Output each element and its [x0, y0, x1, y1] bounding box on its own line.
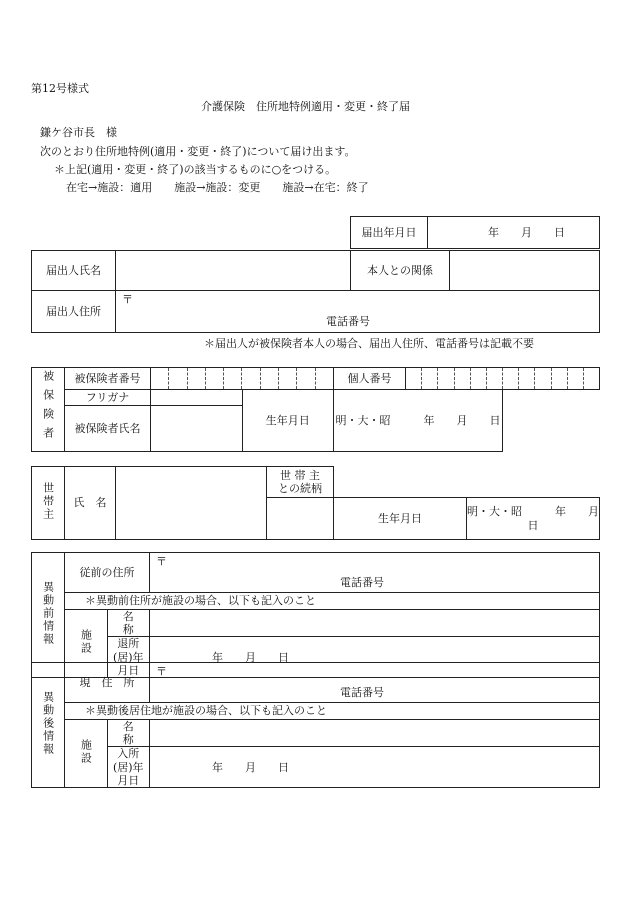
insured-number-boxes: [151, 368, 333, 389]
householder-top-blank: [334, 467, 600, 498]
submission-date-field[interactable]: 年 月 日: [428, 217, 600, 249]
before-date-label: 退所(居)年月日: [107, 637, 150, 678]
submitter-address-field[interactable]: [116, 291, 600, 333]
insured-name-field[interactable]: [151, 406, 243, 452]
insured-birth-field[interactable]: 明・大・昭 年 月 日: [334, 390, 503, 452]
insured-section-label: 被保険者: [32, 368, 65, 452]
submission-date-label: 届出年月日: [351, 217, 428, 249]
insured-birth-label: 生年月日: [242, 390, 334, 452]
after-address-field[interactable]: [150, 663, 600, 703]
householder-name-label: 氏 名: [65, 467, 116, 540]
before-facility-name-label: 名 称: [107, 610, 150, 637]
householder-relation-label: 世 帯 主 との続柄: [267, 467, 334, 498]
selection-note: ＊上記(適用・変更・終了)の該当するものに○をつける。: [54, 163, 337, 176]
before-date-field[interactable]: 年 月 日: [150, 637, 600, 678]
after-phone-label: 電話番号: [340, 686, 384, 699]
after-facility-name-field[interactable]: [150, 720, 600, 747]
after-facility-name-label: 名 称: [107, 720, 150, 747]
after-note: ＊異動後居住地が施設の場合、以下も記入のこと: [65, 703, 600, 720]
before-table: [31, 552, 600, 678]
householder-section-label: 世帯主: [32, 467, 65, 540]
insured-number-label: 被保険者番号: [65, 368, 151, 390]
legend-text: 在宅→施設：適用 施設→施設：変更 施設→在宅：終了: [66, 181, 369, 194]
after-facility-label: 施設: [65, 720, 108, 788]
relation-label: 本人との関係: [351, 251, 450, 291]
after-section-label: 異動後情報: [32, 663, 65, 788]
submitter-name-label: 届出人氏名: [32, 251, 116, 291]
after-date-label: 入所(居)年月日: [107, 747, 150, 788]
before-phone-label: 電話番号: [340, 576, 384, 589]
furigana-label: フリガナ: [65, 390, 151, 406]
postal-mark: 〒: [122, 293, 133, 306]
intro-text: 次のとおり住所地特例(適用・変更・終了)について届け出ます。: [40, 145, 356, 158]
submitter-table: [31, 250, 600, 333]
addressee: 鎌ケ谷市長 様: [40, 126, 117, 139]
insured-number-field[interactable]: [151, 368, 334, 390]
after-postal-mark: 〒: [156, 665, 167, 678]
householder-relation-field[interactable]: [267, 498, 334, 540]
householder-birth-label: 生年月日: [334, 498, 467, 540]
householder-name-field[interactable]: [116, 467, 267, 540]
submission-date-table: [350, 216, 600, 249]
personal-number-label: 個人番号: [334, 368, 406, 390]
before-postal-mark: 〒: [156, 555, 167, 568]
submitter-name-field[interactable]: [116, 251, 351, 291]
phone-label: 電話番号: [326, 315, 370, 328]
after-date-field[interactable]: 年 月 日: [150, 747, 600, 788]
submitter-address-label: 届出人住所: [32, 291, 116, 333]
householder-table: [31, 466, 621, 540]
before-address-field[interactable]: [150, 553, 600, 593]
personal-number-boxes: [406, 368, 599, 389]
insured-table: [31, 367, 600, 452]
relation-field[interactable]: [450, 251, 600, 291]
before-facility-label: 施設: [65, 610, 108, 678]
form-number: 第12号様式: [31, 82, 89, 95]
householder-birth-field[interactable]: 明・大・昭 年 月 日: [467, 498, 600, 540]
furigana-field[interactable]: [151, 390, 243, 406]
after-address-label: 現 住 所: [65, 663, 150, 703]
before-note: ＊異動前住所が施設の場合、以下も記入のこと: [65, 593, 600, 610]
insured-name-label: 被保険者氏名: [65, 406, 151, 452]
form-title: 介護保険 住所地特例適用・変更・終了届: [201, 100, 410, 113]
after-table: [31, 662, 600, 788]
before-section-label: 異動前情報: [32, 553, 65, 678]
submitter-footnote: ＊届出人が被保険者本人の場合、届出人住所、電話番号は記載不要: [204, 337, 534, 350]
before-facility-name-field[interactable]: [150, 610, 600, 637]
personal-number-field[interactable]: [406, 368, 600, 390]
before-address-label: 従前の住所: [65, 553, 150, 593]
